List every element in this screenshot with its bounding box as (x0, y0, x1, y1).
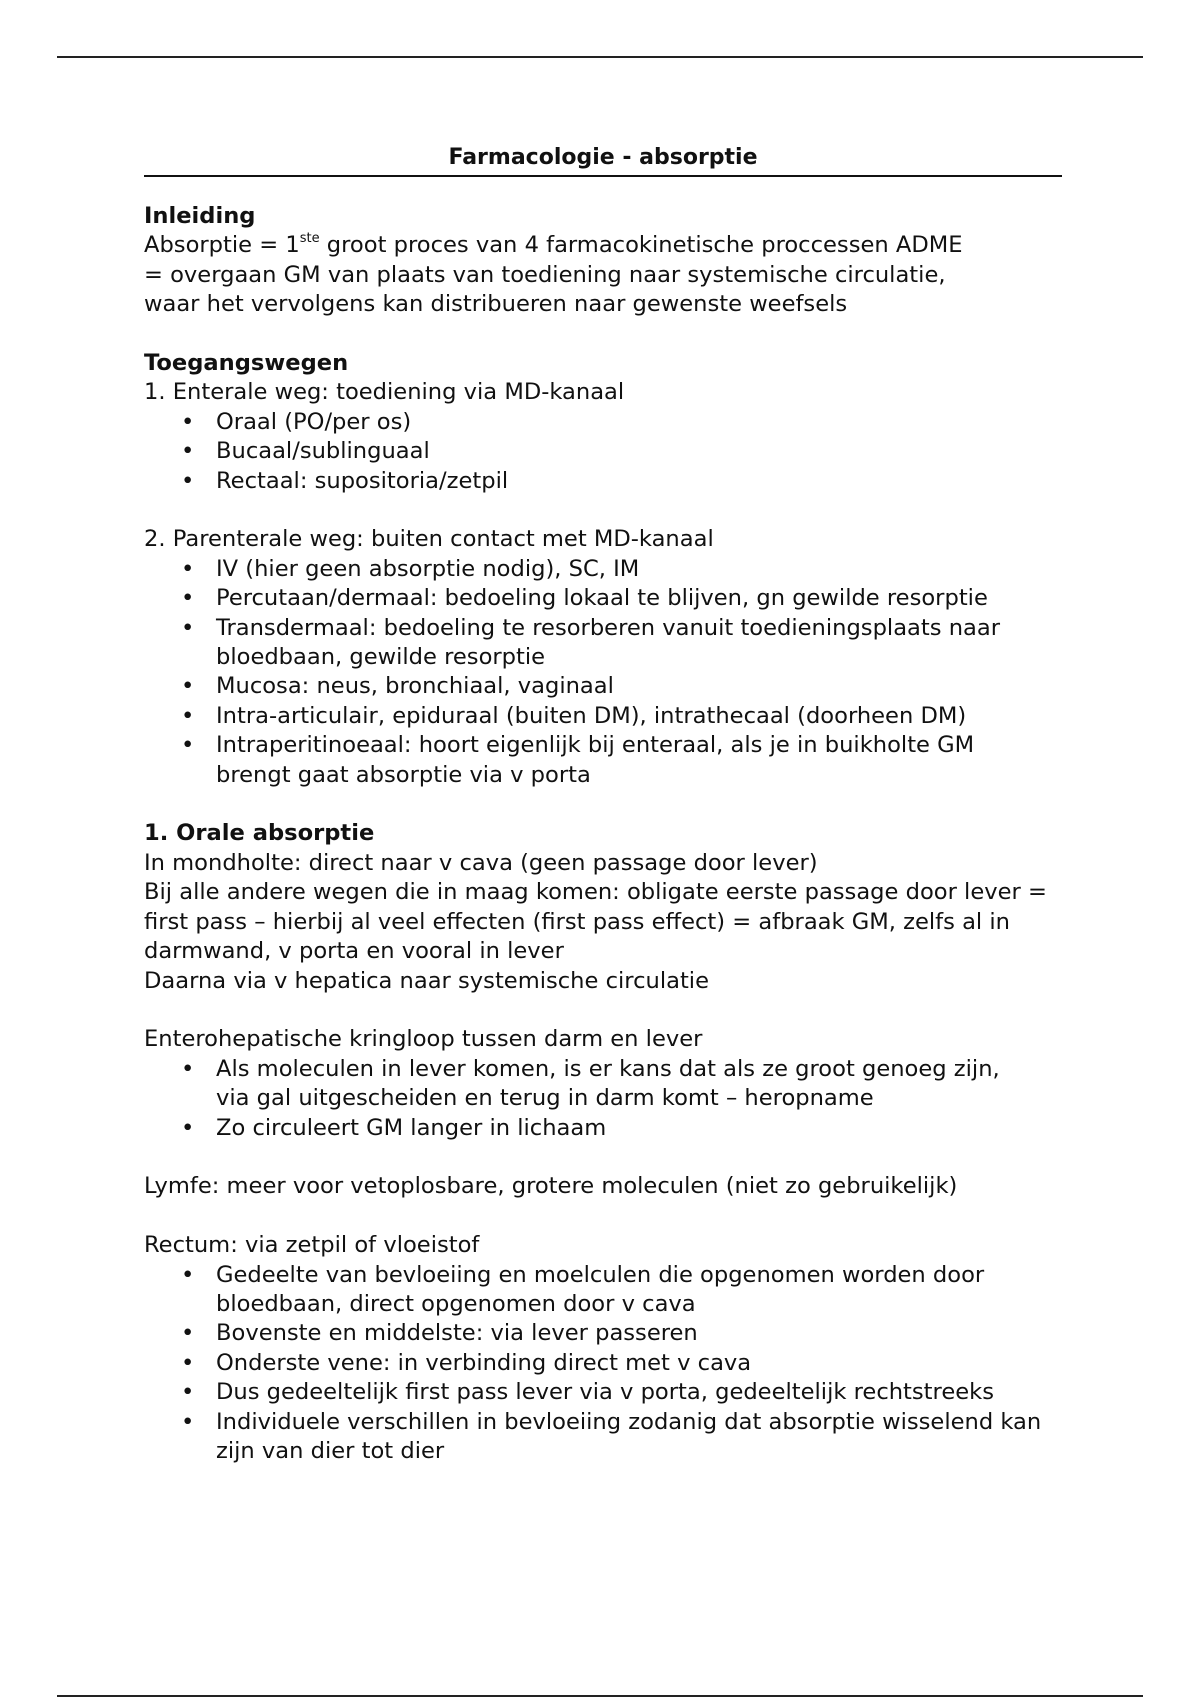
list-item: • Mucosa: neus, bronchiaal, vaginaal (216, 672, 1062, 701)
document-content (144, 143, 1062, 1466)
list-item: • Individuele verschillen in bevloeiing zodanig dat absorptie wisselend kan zijn van dier tot dier (216, 1408, 1046, 1467)
list-item: • Transdermaal: bedoeling te resorberen vanuit toedieningsplaats naar bloedbaan, gewilde resorptie (216, 614, 1036, 673)
section-inleiding (144, 202, 1062, 320)
section-toegangswegen (144, 349, 1062, 790)
heading-orale-absorptie: 1. Orale absorptie (144, 820, 375, 847)
list-item: • Percutaan/dermaal: bedoeling lokaal te blijven, gn gewilde resorptie (216, 584, 1062, 613)
list-item: • Bucaal/sublinguaal (216, 437, 1062, 466)
paragraph-line: Bij alle andere wegen die in maag komen: obligate eerste passage door lever = first pass – hierbij al veel effecten (first pass effect) = afbraak GM, zelfs al in darmwand, v porta en vooral in lever (144, 879, 1047, 965)
list-item: • Oraal (PO/per os) (216, 408, 1062, 437)
header-rule (57, 56, 1143, 58)
paragraph-line: Daarna via v hepatica naar systemische circulatie (144, 967, 709, 994)
list-item: • IV (hier geen absorptie nodig), SC, IM (216, 555, 1062, 584)
list-item: • Gedeelte van bevloeiing en moelculen die opgenomen worden door bloedbaan, direct opgenomen door v cava (216, 1261, 1031, 1320)
document-title: Farmacologie - absorptie (144, 143, 1062, 177)
list-item: • Zo circuleert GM langer in lichaam (216, 1114, 1062, 1143)
enteraal-label: 1. Enterale weg: toediening via MD-kanaal (144, 379, 625, 406)
parenteraal-list (144, 555, 1062, 790)
heading-toegangswegen: Toegangswegen (144, 350, 349, 377)
rectum-label: Rectum: via zetpil of vloeistof (144, 1232, 480, 1259)
footer-rule (57, 1695, 1143, 1697)
list-item: • Intraperitinoeaal: hoort eigenlijk bij enteraal, als je in buikholte GM brengt gaat absorptie via v porta (216, 731, 1046, 790)
lymfe-line: Lymfe: meer voor vetoplosbare, grotere moleculen (niet zo gebruikelijk) (144, 1173, 958, 1200)
list-item: • Intra-articulair, epiduraal (buiten DM), intrathecaal (doorheen DM) (216, 702, 1062, 731)
superscript: ste (299, 230, 320, 246)
paragraph-line: In mondholte: direct naar v cava (geen passage door lever) (144, 849, 818, 876)
entero-list (144, 1055, 1062, 1143)
section-orale-absorptie (144, 819, 1062, 1466)
list-item: • Bovenste en middelste: via lever passeren (216, 1319, 1062, 1348)
inleiding-line (144, 231, 1062, 260)
entero-label: Enterohepatische kringloop tussen darm en lever (144, 1026, 703, 1053)
rectum-list (144, 1261, 1062, 1467)
enteraal-list (144, 408, 1062, 496)
list-item: • Dus gedeeltelijk first pass lever via v porta, gedeeltelijk rechtstreeks (216, 1378, 1062, 1407)
inleiding-line: waar het vervolgens kan distribueren naar gewenste weefsels (144, 291, 848, 318)
heading-inleiding: Inleiding (144, 203, 256, 229)
list-item: • Als moleculen in lever komen, is er kans dat als ze groot genoeg zijn, via gal uitgescheiden en terug in darm komt – heropname (216, 1055, 1026, 1114)
inleiding-text: Absorptie = 1 (144, 232, 300, 259)
list-item: • Onderste vene: in verbinding direct met v cava (216, 1349, 1062, 1378)
parenteraal-label: 2. Parenterale weg: buiten contact met MD-kanaal (144, 526, 714, 553)
list-item: • Rectaal: supositoria/zetpil (216, 467, 1062, 496)
inleiding-line: = overgaan GM van plaats van toediening naar systemische circulatie, (144, 261, 946, 288)
inleiding-text: groot proces van 4 farmacokinetische proccessen ADME (319, 232, 963, 259)
